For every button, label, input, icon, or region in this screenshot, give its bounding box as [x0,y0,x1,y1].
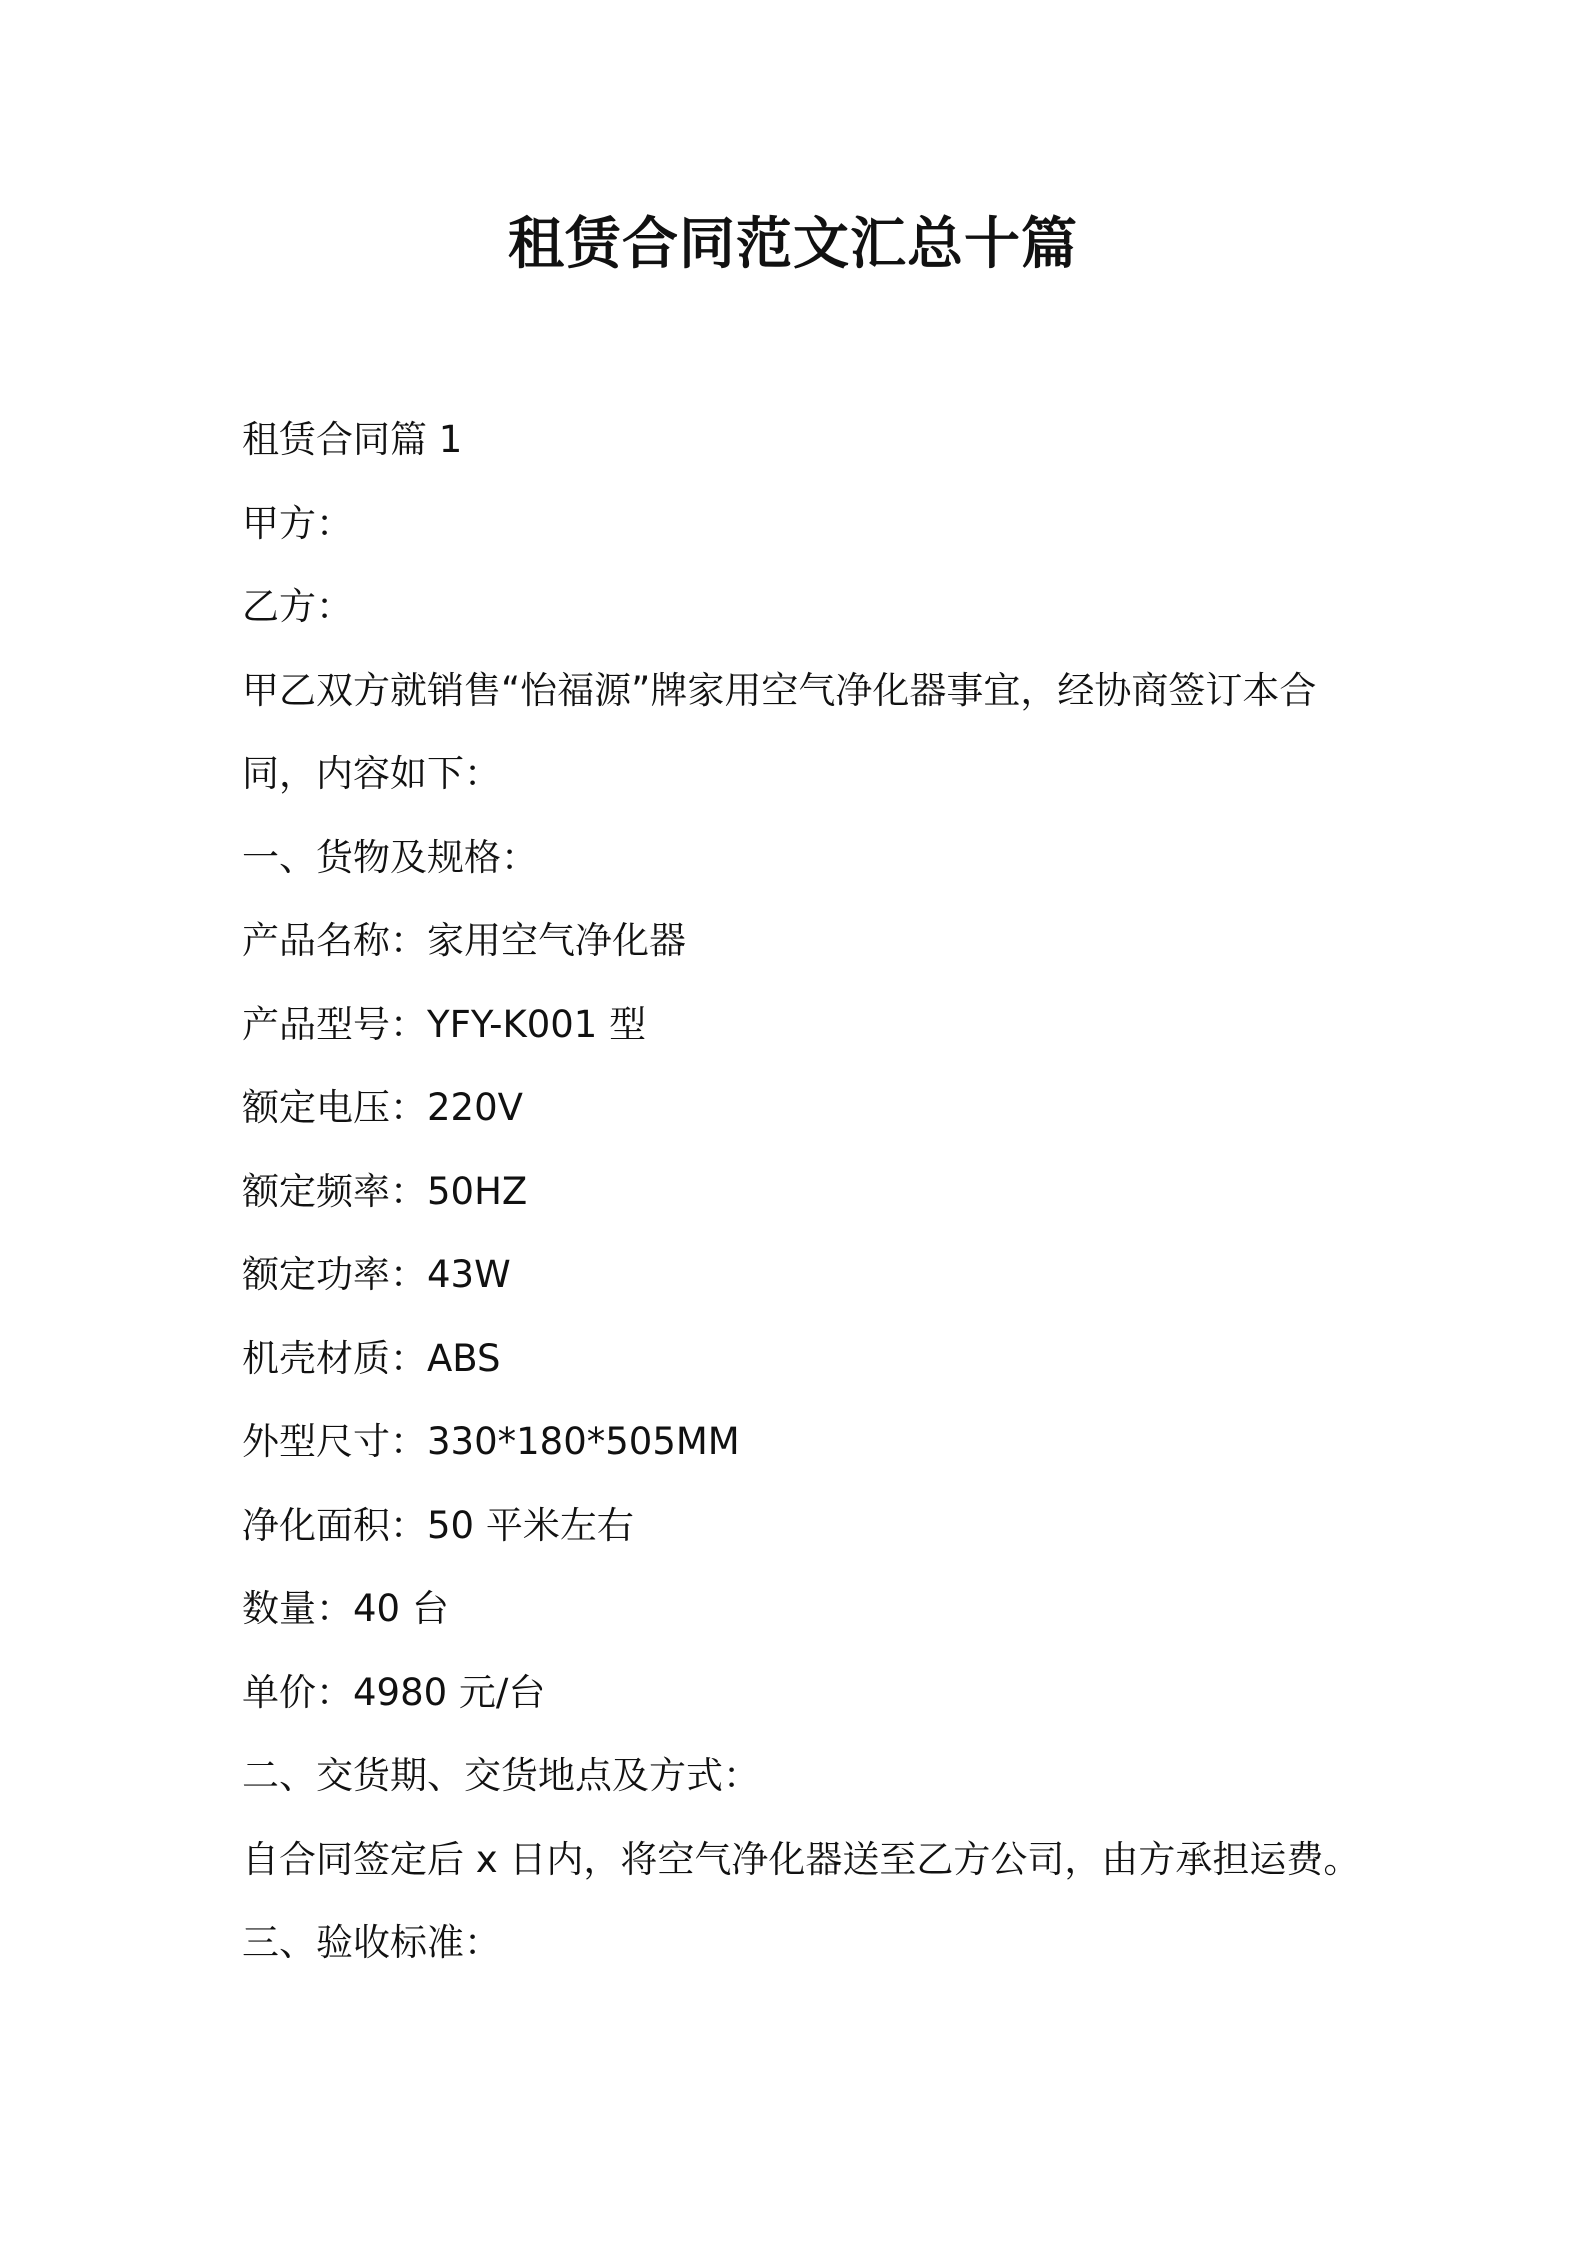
delivery-paragraph: 自合同签定后 x 日内，将空气净化器送至乙方公司，由方承担运费。 [242,1837,1361,1881]
intro-paragraph-line-1: 甲乙双方就销售“怡福源”牌家用空气净化器事宜，经协商签订本合 [242,668,1317,712]
party-a-line: 甲方： [242,501,353,545]
document-title: 租赁合同范文汇总十篇 [508,212,1078,277]
intro-paragraph-line-2: 同，内容如下： [242,752,501,795]
clause-heading-goods: 一、货物及规格： [242,835,538,879]
spec-dimensions: 外型尺寸：330*180*505MM [242,1420,740,1463]
spec-unit-price: 单价：4980 元/台 [242,1670,546,1714]
party-b-line: 乙方： [242,585,353,628]
spec-product-name: 产品名称：家用空气净化器 [242,919,686,962]
section-heading-contract-1: 租赁合同篇 1 [242,418,463,461]
clause-heading-acceptance: 三、验收标准： [242,1921,501,1964]
clause-heading-delivery: 二、交货期、交货地点及方式： [242,1754,760,1797]
spec-quantity: 数量：40 台 [242,1587,449,1630]
spec-rated-power: 额定功率：43W [242,1253,511,1296]
spec-rated-voltage: 额定电压：220V [242,1086,523,1129]
spec-casing-material: 机壳材质：ABS [242,1336,501,1380]
document-body [242,398,1372,1985]
spec-rated-frequency: 额定频率：50HZ [242,1169,528,1213]
spec-product-model: 产品型号：YFY-K001 型 [242,1002,647,1046]
spec-purification-area: 净化面积：50 平米左右 [242,1503,634,1547]
